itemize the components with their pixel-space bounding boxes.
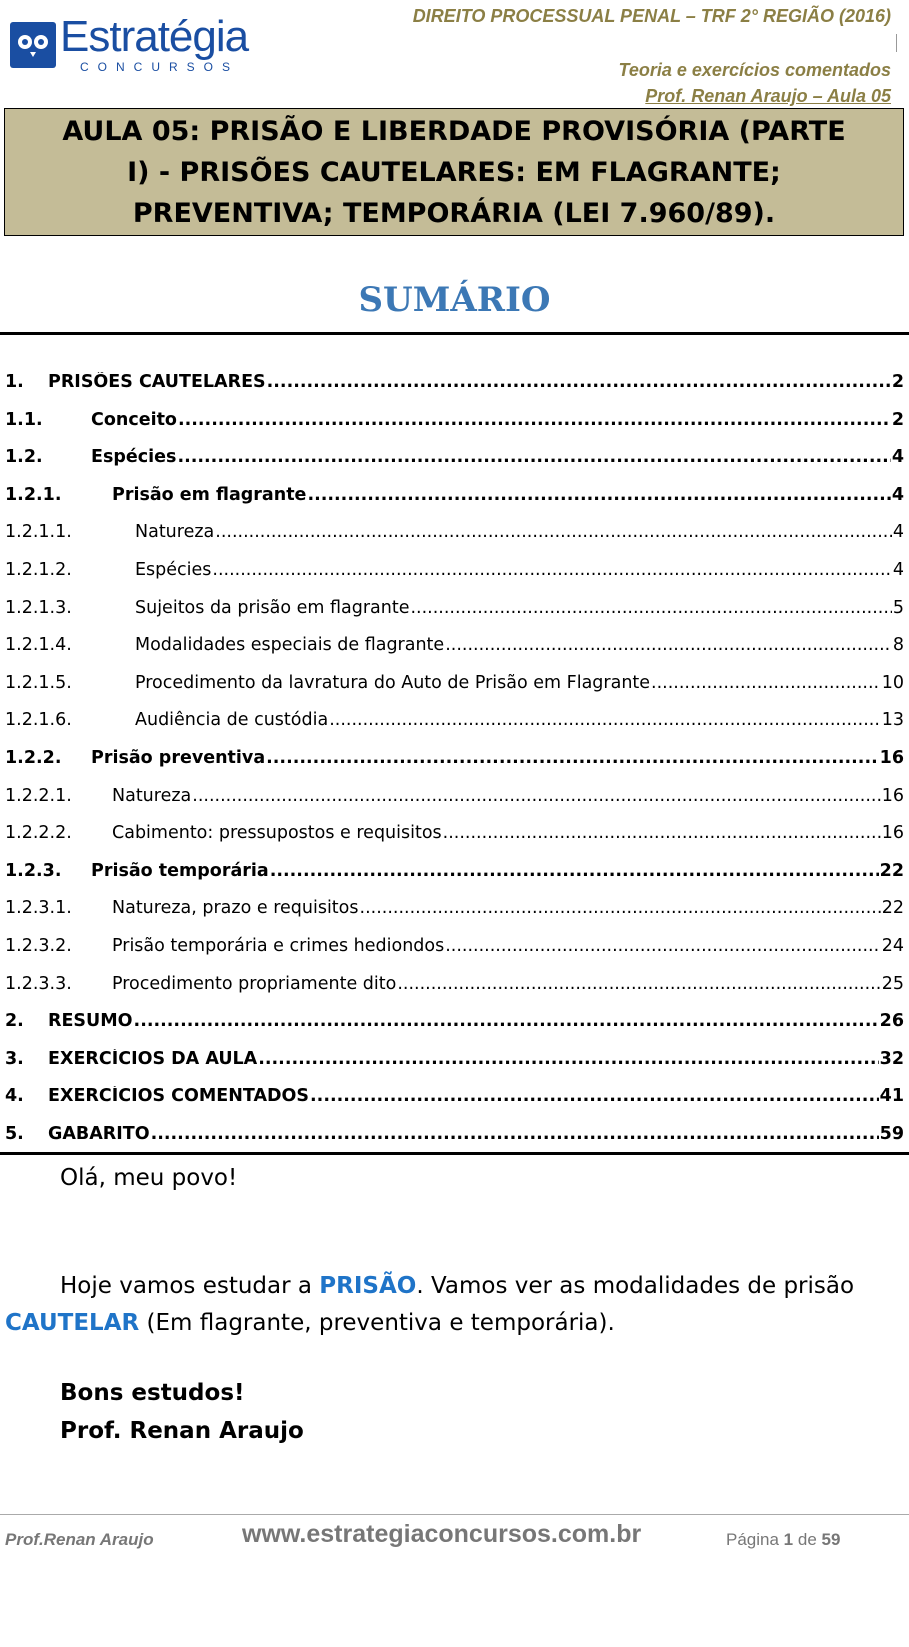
toc-title: GABARITO <box>48 1123 150 1144</box>
logo <box>10 12 285 74</box>
toc-entry[interactable] <box>5 748 904 786</box>
toc-page: 2 <box>891 409 904 430</box>
toc-title: Natureza, prazo e requisitos <box>112 898 359 919</box>
toc-page: 5 <box>892 597 904 618</box>
lesson-title-line: PREVENTIVA; TEMPORÁRIA (LEI 7.960/89). <box>132 198 776 229</box>
dot-leader <box>177 447 890 467</box>
toc-number: 1.2.1.5. <box>5 672 72 693</box>
toc-number: 3. <box>5 1048 24 1069</box>
current-page: 1 <box>783 1530 794 1549</box>
dot-leader <box>445 635 892 655</box>
toc-page: 10 <box>881 672 904 693</box>
toc-number: 1.2.3. <box>5 860 62 881</box>
sign-off: Bons estudos! <box>60 1380 245 1406</box>
toc-title: EXERCÍCIOS COMENTADOS <box>48 1086 310 1107</box>
toc-title: RESUMO <box>48 1011 133 1032</box>
toc-title: EXERCÍCIOS DA AULA <box>48 1048 258 1069</box>
toc-entry[interactable] <box>5 861 904 899</box>
toc-entry[interactable] <box>5 372 904 410</box>
dot-leader <box>410 598 891 618</box>
author-name: Prof. Renan Araujo <box>60 1418 304 1444</box>
dot-leader <box>266 748 879 768</box>
dot-leader <box>212 560 891 580</box>
toc-entry[interactable] <box>5 560 904 598</box>
toc-title: Espécies <box>91 447 177 468</box>
toc-title: Procedimento da lavratura do Auto de Prisão em Flagrante <box>135 672 651 693</box>
toc-title: Procedimento propriamente dito <box>112 973 397 994</box>
toc-entry[interactable] <box>5 410 904 448</box>
toc-page: 8 <box>892 635 904 656</box>
toc-number: 1.2.2. <box>5 747 62 768</box>
toc-title: Prisão temporária <box>91 860 269 881</box>
course-title: DIREITO PROCESSUAL PENAL – TRF 2° REGIÃO (2016) <box>412 6 891 26</box>
lesson-title-line: AULA 05: PRISÃO E LIBERDADE PROVISÓRIA (PARTE <box>62 116 846 147</box>
intro-paragraph <box>5 1268 905 1342</box>
text: (Em flagrante, preventiva e temporária). <box>139 1310 615 1336</box>
toc-number: 1.2.1.3. <box>5 597 72 618</box>
dot-leader <box>178 410 891 430</box>
toc-number: 1.2.3.2. <box>5 935 72 956</box>
text: Hoje vamos estudar a <box>60 1273 320 1299</box>
page-number <box>726 1530 840 1550</box>
toc-entry[interactable] <box>5 447 904 485</box>
toc-entry[interactable] <box>5 598 904 636</box>
page-label: Página <box>726 1530 779 1549</box>
toc-number: 1.2.1.4. <box>5 635 72 656</box>
toc-title: Cabimento: pressupostos e requisitos <box>112 823 442 844</box>
toc-number: 4. <box>5 1086 24 1107</box>
toc-entry[interactable] <box>5 898 904 936</box>
toc-title: Modalidades especiais de flagrante <box>135 635 445 656</box>
dot-leader <box>445 936 880 956</box>
toc-page: 4 <box>891 447 904 468</box>
dot-leader <box>310 1086 879 1106</box>
dot-leader <box>360 898 881 918</box>
professor-line: Prof. Renan Araujo – Aula 05 <box>645 86 891 106</box>
toc-entry[interactable] <box>5 823 904 861</box>
toc-title: Natureza <box>112 785 192 806</box>
dot-leader <box>215 522 892 542</box>
dot-leader <box>307 485 890 505</box>
toc-entry[interactable] <box>5 673 904 711</box>
toc-title: PRISÕES CAUTELARES <box>48 372 266 392</box>
toc-number: 1.2.1. <box>5 484 62 505</box>
toc-page: 2 <box>891 372 904 392</box>
footer-divider <box>0 1514 909 1515</box>
toc-title: Prisão em flagrante <box>112 484 307 505</box>
owl-icon <box>10 22 56 68</box>
dot-leader <box>397 974 880 994</box>
toc-page: 4 <box>891 484 904 505</box>
toc-entry[interactable] <box>5 1049 904 1087</box>
toc-page: 22 <box>881 898 904 919</box>
greeting: Olá, meu povo! <box>60 1165 238 1191</box>
of-label: de <box>797 1530 817 1549</box>
toc-page: 41 <box>879 1086 904 1107</box>
toc-page: 16 <box>881 823 904 844</box>
toc-entry[interactable] <box>5 1086 904 1124</box>
toc-number: 1.2.1.6. <box>5 710 72 731</box>
dot-leader <box>651 673 881 693</box>
toc-title: Audiência de custódia <box>135 710 329 731</box>
toc-number: 1.2.1.2. <box>5 559 72 580</box>
course-subtitle: Teoria e exercícios comentados <box>618 60 891 80</box>
summary-heading: SUMÁRIO <box>358 280 551 320</box>
toc-entry[interactable] <box>5 974 904 1012</box>
dot-leader <box>267 372 891 392</box>
toc-page: 4 <box>892 559 904 580</box>
lesson-title-line: I) - PRISÕES CAUTELARES: EM FLAGRANTE; <box>127 157 781 188</box>
divider <box>0 1152 909 1155</box>
dot-leader <box>134 1011 879 1031</box>
toc-entry[interactable] <box>5 485 904 523</box>
dot-leader <box>258 1049 878 1069</box>
toc-number: 1.2.2.2. <box>5 823 72 844</box>
dot-leader <box>151 1124 879 1144</box>
logo-subtext: CONCURSOS <box>80 60 240 74</box>
toc-page: 13 <box>881 710 904 731</box>
toc-page: 22 <box>879 860 904 881</box>
toc-title: Prisão preventiva <box>91 747 266 768</box>
dot-leader <box>329 710 881 730</box>
toc-entry[interactable] <box>5 1011 904 1049</box>
footer-site-link[interactable]: www.estrategiaconcursos.com.br <box>242 1520 642 1548</box>
toc-title: Conceito <box>91 409 177 430</box>
toc-page: 32 <box>879 1048 904 1069</box>
dot-leader <box>270 861 879 881</box>
toc-entry[interactable] <box>5 522 904 560</box>
toc-page: 24 <box>881 935 904 956</box>
text: . Vamos ver as modalidades de prisão <box>416 1273 855 1299</box>
lesson-title-box <box>4 108 904 236</box>
highlight-cautelar: CAUTELAR <box>5 1310 140 1336</box>
toc-title: Prisão temporária e crimes hediondos <box>112 935 445 956</box>
divider <box>896 34 897 52</box>
toc-number: 2. <box>5 1011 24 1032</box>
toc-number: 1. <box>5 372 24 392</box>
toc-number: 5. <box>5 1123 24 1144</box>
total-pages: 59 <box>821 1530 841 1549</box>
signature <box>60 1374 304 1450</box>
highlight-prisao: PRISÃO <box>319 1273 417 1299</box>
toc-number: 1.1. <box>5 409 43 430</box>
toc-title: Sujeitos da prisão em flagrante <box>135 597 410 618</box>
toc-entry[interactable] <box>5 635 904 673</box>
toc-page: 16 <box>879 747 904 768</box>
toc-number: 1.2.2.1. <box>5 785 72 806</box>
toc-entry[interactable] <box>5 936 904 974</box>
toc-title: Espécies <box>135 559 212 580</box>
toc-number: 1.2.3.1. <box>5 898 72 919</box>
toc-page: 59 <box>879 1123 904 1144</box>
toc-number: 1.2. <box>5 447 43 468</box>
dot-leader <box>443 823 881 843</box>
table-of-contents <box>5 372 904 1161</box>
toc-page: 4 <box>892 522 904 543</box>
footer-author: Prof.Renan Araujo <box>5 1530 154 1549</box>
toc-page: 26 <box>879 1011 904 1032</box>
toc-entry[interactable] <box>5 710 904 748</box>
toc-page: 16 <box>881 785 904 806</box>
toc-entry[interactable] <box>5 786 904 824</box>
toc-number: 1.2.3.3. <box>5 973 72 994</box>
toc-number: 1.2.1.1. <box>5 522 72 543</box>
toc-title: Natureza <box>135 522 215 543</box>
divider <box>0 332 909 335</box>
logo-text: Estratégia <box>60 12 249 61</box>
dot-leader <box>192 786 880 806</box>
toc-page: 25 <box>881 973 904 994</box>
toc-entry[interactable] <box>5 1124 904 1162</box>
